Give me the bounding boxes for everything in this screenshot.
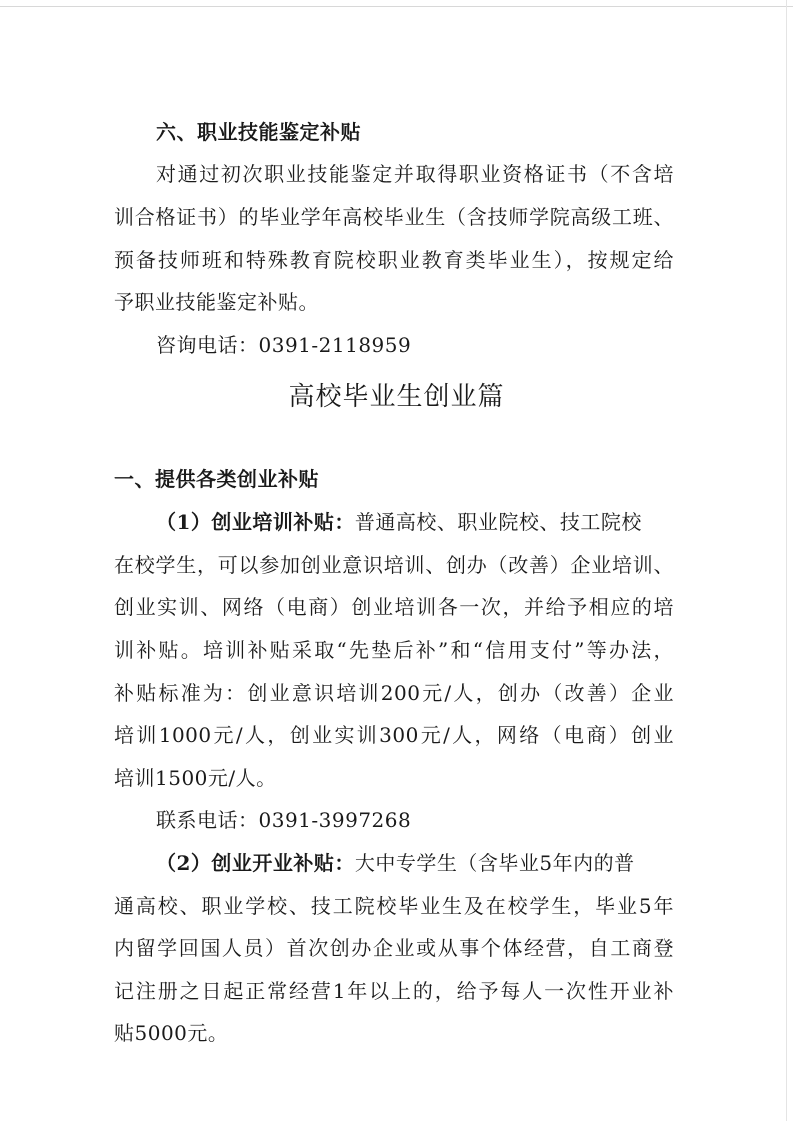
section-6-heading: 六、职业技能鉴定补贴 — [156, 120, 361, 144]
scan-edge-right — [786, 0, 787, 1121]
scan-edge-top — [0, 6, 793, 7]
item-2-first-text: 大中专学生（含毕业5年内的普 — [354, 851, 635, 875]
paragraph-line: 训补贴。培训补贴采取“先垫后补”和“信用支付”等办法， — [114, 638, 674, 662]
paragraph-line: 对通过初次职业技能鉴定并取得职业资格证书（不含培 — [156, 162, 674, 186]
paragraph-line: 通高校、职业学校、技工院校毕业生及在校学生，毕业5年 — [114, 894, 674, 918]
paragraph-line: 创业实训、网络（电商）创业培训各一次，并给予相应的培 — [114, 595, 674, 619]
paragraph-line: 内留学回国人员）首次创办企业或从事个体经营，自工商登 — [114, 936, 674, 960]
paragraph-line: 在校学生，可以参加创业意识培训、创办（改善）企业培训、 — [114, 553, 674, 577]
item-2-label: （2）创业开业补贴： — [156, 851, 355, 875]
section-1-heading: 一、提供各类创业补贴 — [114, 467, 319, 491]
paragraph-line: 培训1000元/人，创业实训300元/人，网络（电商）创业 — [114, 723, 674, 747]
paragraph-line: 补贴标准为：创业意识培训200元/人，创办（改善）企业 — [114, 681, 674, 705]
contact-phone: 联系电话：0391-3997268 — [156, 808, 412, 832]
chapter-title: 高校毕业生创业篇 — [288, 382, 505, 412]
consult-phone: 咨询电话：0391-2118959 — [156, 333, 412, 357]
paragraph-line: 预备技师班和特殊教育院校职业教育类毕业生），按规定给 — [114, 248, 674, 272]
paragraph-line: 培训1500元/人。 — [114, 766, 277, 790]
paragraph-line: 记注册之日起正常经营1年以上的，给予每人一次性开业补 — [114, 979, 674, 1003]
item-1-first-text: 普通高校、职业院校、技工院校 — [354, 510, 642, 534]
paragraph-line: 训合格证书）的毕业学年高校毕业生（含技师学院高级工班、 — [114, 205, 674, 229]
item-2-first-line — [156, 849, 716, 877]
item-1-first-line — [156, 508, 716, 536]
paragraph-line: 贴5000元。 — [114, 1021, 229, 1045]
paragraph-line: 予职业技能鉴定补贴。 — [114, 290, 319, 314]
item-1-label: （1）创业培训补贴： — [156, 510, 355, 534]
